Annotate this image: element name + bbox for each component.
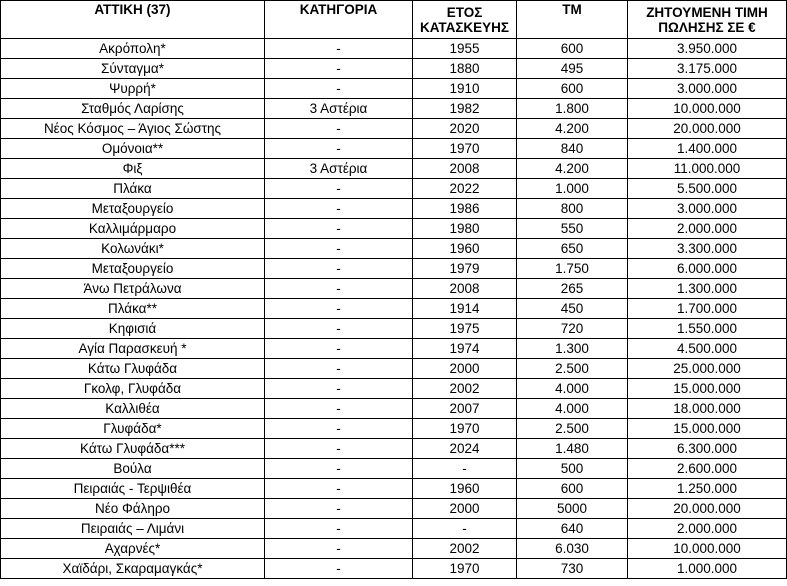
table-row	[1, 179, 787, 199]
cell-price: 3.950.000	[628, 39, 787, 59]
cell-location: Γκολφ, Γλυφάδα	[1, 379, 265, 399]
cell-category: -	[265, 439, 413, 459]
cell-price: 6.000.000	[628, 259, 787, 279]
cell-location: Βούλα	[1, 459, 265, 479]
header-sqm-label: ΤΜ	[562, 2, 582, 17]
cell-location: Νέος Κόσμος – Άγιος Σώστης	[1, 119, 265, 139]
cell-category: -	[265, 479, 413, 499]
cell-sqm: 2.500	[517, 359, 628, 379]
cell-price: 4.500.000	[628, 339, 787, 359]
cell-category: -	[265, 59, 413, 79]
cell-sqm: 6.030	[517, 539, 628, 559]
cell-year: 2022	[413, 179, 517, 199]
table-row	[1, 519, 787, 539]
cell-category: -	[265, 239, 413, 259]
cell-sqm: 640	[517, 519, 628, 539]
cell-location: Γλυφάδα*	[1, 419, 265, 439]
table-row	[1, 419, 787, 439]
cell-location: Κηφισιά	[1, 319, 265, 339]
cell-year: 2000	[413, 359, 517, 379]
header-year-line2: ΚΑΤΑΣΚΕΥΗΣ	[419, 19, 510, 35]
header-price-line1: ΖΗΤΟΥΜΕΝΗ ΤΙΜΗ	[646, 4, 768, 20]
cell-year: 2020	[413, 119, 517, 139]
header-sqm	[517, 1, 628, 39]
table-row	[1, 239, 787, 259]
cell-year: 2024	[413, 439, 517, 459]
table-row	[1, 359, 787, 379]
cell-price: 1.700.000	[628, 299, 787, 319]
header-price-line2: ΠΩΛΗΣΗΣ ΣΕ €	[658, 19, 756, 35]
cell-location: Χαϊδάρι, Σκαραμαγκάς*	[1, 559, 265, 579]
cell-location: Κολωνάκι*	[1, 239, 265, 259]
header-category-label: ΚΑΤΗΓΟΡΙΑ	[299, 2, 378, 17]
cell-year: 1970	[413, 559, 517, 579]
cell-price: 15.000.000	[628, 379, 787, 399]
cell-price: 2.000.000	[628, 219, 787, 239]
cell-category: -	[265, 499, 413, 519]
cell-location: Αγία Παρασκευή *	[1, 339, 265, 359]
cell-sqm: 1.300	[517, 339, 628, 359]
cell-location: Καλλιμάρμαρο	[1, 219, 265, 239]
cell-location: Καλλιθέα	[1, 399, 265, 419]
table-row	[1, 219, 787, 239]
cell-location: Σταθμός Λαρίσης	[1, 99, 265, 119]
cell-category: -	[265, 79, 413, 99]
cell-location: Αχαρνές*	[1, 539, 265, 559]
cell-category: -	[265, 299, 413, 319]
cell-year: 1960	[413, 479, 517, 499]
cell-sqm: 600	[517, 79, 628, 99]
header-price	[628, 1, 787, 39]
cell-sqm: 1.800	[517, 99, 628, 119]
cell-year: -	[413, 519, 517, 539]
cell-location: Μεταξουργείο	[1, 259, 265, 279]
cell-location: Φιξ	[1, 159, 265, 179]
cell-sqm: 730	[517, 559, 628, 579]
cell-price: 3.000.000	[628, 199, 787, 219]
table-row	[1, 79, 787, 99]
cell-price: 3.000.000	[628, 79, 787, 99]
cell-sqm: 1.480	[517, 439, 628, 459]
cell-year: 1880	[413, 59, 517, 79]
cell-year: 1910	[413, 79, 517, 99]
table-row	[1, 539, 787, 559]
cell-price: 5.500.000	[628, 179, 787, 199]
cell-location: Πειραιάς – Λιμάνι	[1, 519, 265, 539]
cell-year: 2000	[413, 499, 517, 519]
cell-price: 2.000.000	[628, 519, 787, 539]
table-row	[1, 299, 787, 319]
cell-category: -	[265, 199, 413, 219]
header-year-line1: ΕΤΟΣ	[446, 4, 483, 20]
table-row	[1, 59, 787, 79]
cell-category: -	[265, 519, 413, 539]
cell-category: -	[265, 39, 413, 59]
table-row	[1, 99, 787, 119]
cell-price: 3.175.000	[628, 59, 787, 79]
header-category	[265, 1, 413, 39]
cell-price: 25.000.000	[628, 359, 787, 379]
cell-year: 1986	[413, 199, 517, 219]
cell-sqm: 4.200	[517, 159, 628, 179]
cell-sqm: 4.000	[517, 379, 628, 399]
cell-category: -	[265, 399, 413, 419]
table-row	[1, 439, 787, 459]
cell-category: -	[265, 279, 413, 299]
cell-category: 3 Αστέρια	[265, 99, 413, 119]
cell-location: Μεταξουργείο	[1, 199, 265, 219]
table-row	[1, 319, 787, 339]
cell-price: 1.550.000	[628, 319, 787, 339]
cell-sqm: 600	[517, 479, 628, 499]
cell-location: Πλάκα**	[1, 299, 265, 319]
cell-year: 1955	[413, 39, 517, 59]
table-row	[1, 399, 787, 419]
cell-category: -	[265, 339, 413, 359]
cell-price: 1.250.000	[628, 479, 787, 499]
cell-category: -	[265, 259, 413, 279]
cell-year: 2002	[413, 539, 517, 559]
cell-year: 2002	[413, 379, 517, 399]
cell-price: 1.300.000	[628, 279, 787, 299]
cell-year: 1914	[413, 299, 517, 319]
cell-year: 1970	[413, 419, 517, 439]
cell-sqm: 265	[517, 279, 628, 299]
cell-location: Ομόνοια**	[1, 139, 265, 159]
cell-year: 1970	[413, 139, 517, 159]
cell-location: Κάτω Γλυφάδα***	[1, 439, 265, 459]
cell-year: -	[413, 459, 517, 479]
cell-sqm: 495	[517, 59, 628, 79]
cell-category: -	[265, 459, 413, 479]
table-row	[1, 159, 787, 179]
cell-sqm: 450	[517, 299, 628, 319]
cell-year: 1979	[413, 259, 517, 279]
cell-category: -	[265, 359, 413, 379]
cell-location: Σύνταγμα*	[1, 59, 265, 79]
cell-price: 20.000.000	[628, 119, 787, 139]
header-year	[413, 1, 517, 39]
cell-location: Ψυρρή*	[1, 79, 265, 99]
cell-sqm: 650	[517, 239, 628, 259]
cell-year: 2008	[413, 159, 517, 179]
cell-location: Ακρόπολη*	[1, 39, 265, 59]
cell-category: -	[265, 219, 413, 239]
header-region-label: ΑΤΤΙΚΗ (37)	[94, 2, 171, 17]
cell-year: 1974	[413, 339, 517, 359]
cell-price: 18.000.000	[628, 399, 787, 419]
cell-sqm: 550	[517, 219, 628, 239]
table-row	[1, 459, 787, 479]
cell-year: 1975	[413, 319, 517, 339]
table-row	[1, 559, 787, 579]
cell-price: 20.000.000	[628, 499, 787, 519]
cell-year: 1960	[413, 239, 517, 259]
cell-sqm: 1.750	[517, 259, 628, 279]
cell-location: Άνω Πετράλωνα	[1, 279, 265, 299]
cell-location: Πειραιάς - Τερψιθέα	[1, 479, 265, 499]
header-row	[1, 1, 787, 39]
cell-sqm: 600	[517, 39, 628, 59]
cell-category: -	[265, 139, 413, 159]
table-row	[1, 259, 787, 279]
cell-price: 2.600.000	[628, 459, 787, 479]
cell-price: 10.000.000	[628, 539, 787, 559]
cell-location: Πλάκα	[1, 179, 265, 199]
cell-location: Κάτω Γλυφάδα	[1, 359, 265, 379]
cell-price: 10.000.000	[628, 99, 787, 119]
cell-price: 1.000.000	[628, 559, 787, 579]
table-row	[1, 479, 787, 499]
cell-sqm: 2.500	[517, 419, 628, 439]
table-row	[1, 199, 787, 219]
cell-year: 2007	[413, 399, 517, 419]
cell-category: -	[265, 119, 413, 139]
table-row	[1, 379, 787, 399]
table-row	[1, 499, 787, 519]
cell-year: 1980	[413, 219, 517, 239]
cell-category: -	[265, 559, 413, 579]
cell-price: 1.400.000	[628, 139, 787, 159]
table-row	[1, 139, 787, 159]
cell-category: -	[265, 179, 413, 199]
cell-sqm: 5000	[517, 499, 628, 519]
cell-sqm: 720	[517, 319, 628, 339]
cell-category: -	[265, 419, 413, 439]
cell-year: 1982	[413, 99, 517, 119]
cell-sqm: 500	[517, 459, 628, 479]
cell-sqm: 840	[517, 139, 628, 159]
cell-category: 3 Αστέρια	[265, 159, 413, 179]
cell-category: -	[265, 379, 413, 399]
table-row	[1, 339, 787, 359]
cell-price: 11.000.000	[628, 159, 787, 179]
table-row	[1, 279, 787, 299]
cell-sqm: 800	[517, 199, 628, 219]
cell-price: 15.000.000	[628, 419, 787, 439]
table-row	[1, 39, 787, 59]
table-row	[1, 119, 787, 139]
cell-price: 3.300.000	[628, 239, 787, 259]
cell-sqm: 4.200	[517, 119, 628, 139]
cell-sqm: 1.000	[517, 179, 628, 199]
cell-category: -	[265, 539, 413, 559]
cell-price: 6.300.000	[628, 439, 787, 459]
header-region	[1, 1, 265, 39]
cell-sqm: 4.000	[517, 399, 628, 419]
table-body	[1, 39, 787, 579]
cell-year: 2008	[413, 279, 517, 299]
cell-category: -	[265, 319, 413, 339]
cell-location: Νέο Φάληρο	[1, 499, 265, 519]
